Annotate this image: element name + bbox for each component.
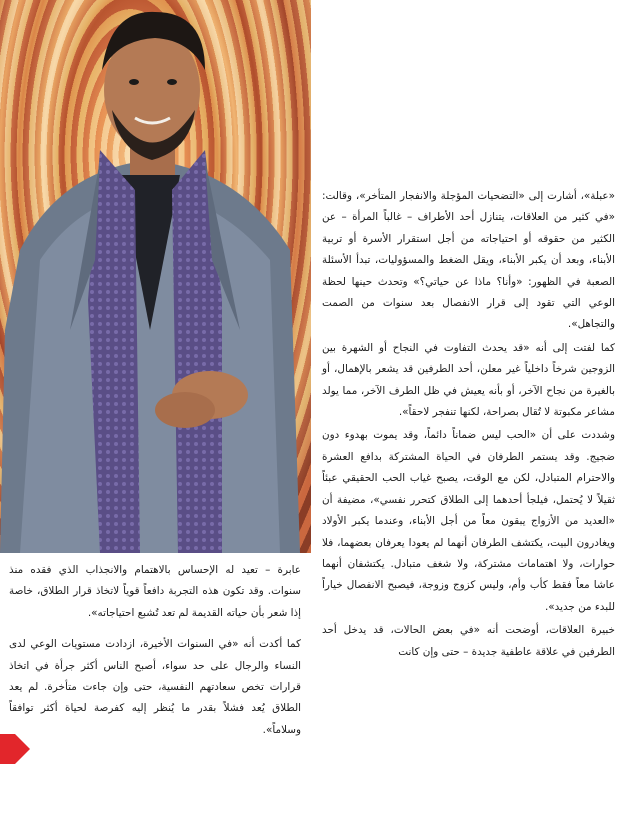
article-column-left [9, 560, 301, 743]
paragraph: وشددت على أن «الحب ليس ضماناً دائماً، وقد يموت بهدوء دون ضجيج. وقد يستمر الطرفان في الحياة المشتركة بدافع العشرة والاحترام المتبادل، لكن مع الوقت، يصبح غياب الحب الحقيقي عبئاً ثقيلاً لا يُحتمل، فيلجأ أحدهما إلى الطلاق كتحرر نفسي»، مضيفة أن «العديد من الأزواج يبقون معاً من أجل الأبناء، وعندما يكبر الأولاد ويغادرون البيت، يكتشف الطرفان أنهما لم يعودا يعرفان بعضهما، فلا حوارات، ولا اهتمامات مشتركة، ولا شغف متبادل. يكتشفان أنهما عاشا معاً فقط كأب وأم، وليس كزوج وزوجة، فيصبح الانفصال خياراً للبدء من جديد». [322, 429, 615, 613]
article-column-right [322, 186, 615, 665]
paragraph: كما لفتت إلى أنه «قد يحدث التفاوت في النجاح أو الشهرة بين الزوجين شرخاً داخلياً غير معلن، أحد الطرفين قد يشعر بالإهمال، أو بالغيرة من نجاح الآخر، أو بأنه يعيش في ظل الطرف الآخر، مما يولد مشاعر مكبوتة لا تُقال بصراحة، لكنها تنفجر لاحقاً». [322, 341, 615, 419]
paragraph: خبيرة العلاقات، أوضحت أنه «في بعض الحالات، قد يدخل أحد الطرفين في علاقة عاطفية جديدة – حتى وإن كانت [322, 624, 615, 658]
paragraph: كما أكدت أنه «في السنوات الأخيرة، ازدادت مستويات الوعي لدى النساء والرجال على حد سواء، أصبح الناس أكثر جرأة في اتخاذ قرارات تخص سعادتهم النفسية، حتى وإن جاءت متأخرة. لم يعد الطلاق يُعد فشلاً بقدر ما يُنظر إليه كفرصة لحياة أكثر توافقاً وسلاماً». [9, 638, 301, 736]
man-portrait-illustration [0, 0, 311, 553]
page-marker-arrow-icon [0, 734, 30, 764]
paragraph: «عبلة»، أشارت إلى «التضحيات المؤجلة والانفجار المتأخر»، وقالت: «في كثير من العلاقات، يتنازل أحد الأطراف – غالباً المرأة – عن الكثير من حقوقه أو احتياجاته من أجل استقرار الأسرة أو تربية الأبناء، وبعد أن يكبر الأبناء، ويقل الضغط والمسؤوليات، تبدأ الأسئلة الصعبة في الظهور: «وأنا؟ ماذا عن حياتي؟» وتحدث حينها لحظة الوعي التي تقود إلى قرار الانفصال بعد سنوات من الصمت والتجاهل». [322, 190, 615, 331]
paragraph: عابرة – تعيد له الإحساس بالاهتمام والانجذاب الذي فقده منذ سنوات. وقد تكون هذه التجربة دافعاً قوياً لاتخاذ قرار الطلاق، خاصة إذا شعر بأن حياته القديمة لم تعد تُشبع احتياجاته». [9, 564, 301, 619]
article-photo [0, 0, 311, 553]
